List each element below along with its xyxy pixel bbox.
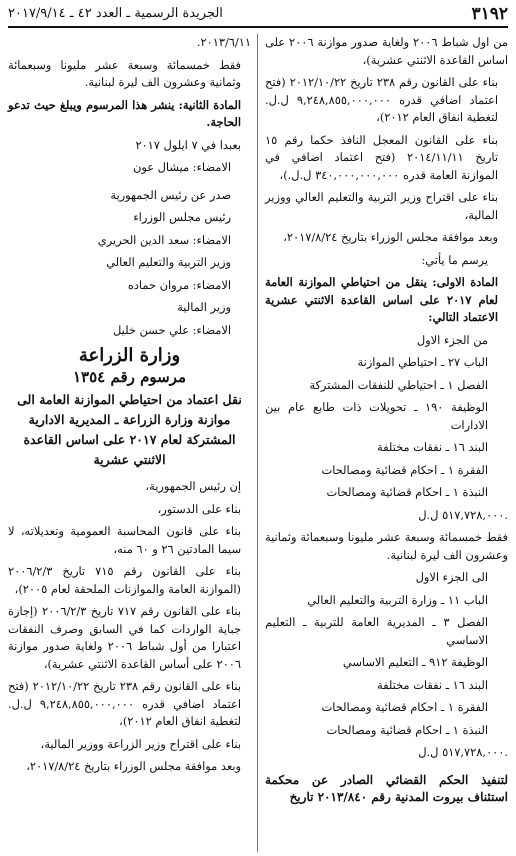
paragraph: ٥١٧,٧٢٨,٠٠٠ ل.ل. (418, 745, 508, 759)
page-header (8, 4, 508, 28)
paragraph: وبعد موافقة مجلس الوزراء بتاريخ ٢٠١٧/٨/٢٤، (283, 230, 498, 244)
paragraph: النبذة ١ ـ احكام قضائية ومصالحات (326, 722, 488, 737)
paragraph: يرسم ما يأتي: (421, 252, 488, 267)
paragraph: الامضاء: ميشال عون (132, 160, 231, 174)
paragraph: الامضاء: علي حسن خليل (113, 322, 231, 337)
paragraph: الوظيفة ٩١٢ ـ التعليم الاساسي (342, 655, 488, 669)
paragraph: بناء على القانون رقم ٧١٥ تاريخ ٢٠٠٦/٢/٣ (الموازنة العامة والموازنات الملحقة لعام ٢٠٠٥)، (8, 564, 242, 596)
paragraph: الفصل ٣ ـ المديرية العامة للتربية ـ التعليم الاساسي (265, 615, 488, 647)
page-number: ٣١٩٢ (471, 4, 508, 24)
ministry-heading: وزارة الزراعة (78, 345, 181, 366)
paragraph: البند ١٦ ـ نفقات مختلفة (377, 677, 488, 692)
paragraph: الباب ٢٧ ـ احتياطي الموازنة (357, 355, 488, 369)
decree-title: نقل اعتماد من احتياطي الموازنة العامة الى موازنة وزارة الزراعة ـ المديرية الادارية المشتركة لعام ٢٠١٧ على اساس القاعدة الاثنتي عشرية (17, 392, 242, 467)
paragraph: الامضاء: مروان حماده (127, 277, 231, 292)
paragraph: المادة الاولى: ينقل من احتياطي الموازنة العامة لعام ٢٠١٧ على اساس القاعدة الاثنتي عشرية الاعتماد التالي: (265, 275, 498, 324)
paragraph: وزير المالية (177, 300, 231, 314)
paragraph: بناء على القانون رقم ٧١٧ تاريخ ٢٠٠٦/٢/٣ (إجازة جباية الواردات كما في السابق وصرف النفقات اعتبارا من أول شباط ٢٠٠٦ ولغاية صدور موازنة ٢٠٠٦ على أساس القاعدة الاثنتي عشرية)، (8, 604, 242, 671)
gazette-title: الجريدة الرسمية ـ العدد ٤٢ ـ ٢٠١٧/٩/١٤ (8, 6, 223, 21)
paragraph: ٢٠١٣/٦/١١. (196, 35, 251, 49)
paragraph: المادة الثانية: ينشر هذا المرسوم ويبلغ حيث تدعو الحاجة. (8, 97, 241, 129)
paragraph: رئيس مجلس الوزراء (133, 210, 231, 224)
paragraph: الى الجزء الاول (415, 570, 488, 584)
paragraph: من الجزء الاول (416, 332, 488, 347)
paragraph: بناء على الدستور، (157, 501, 241, 516)
right-column (265, 34, 508, 812)
paragraph: بناء على اقتراح وزير الزراعة ووزير المالية، (40, 736, 241, 751)
paragraph: النبذة ١ ـ احكام قضائية ومصالحات (326, 485, 488, 499)
paragraph: الفصل ١ ـ احتياطي للنفقات المشتركة (309, 377, 488, 392)
paragraph: من اول شباط ٢٠٠٦ ولغاية صدور موازنة ٢٠٠٦ على اساس القاعدة الاثنتي عشرية)، (265, 35, 508, 67)
paragraph: بناء على القانون رقم ٢٣٨ تاريخ ٢٠١٢/١٠/٢٢ (فتح اعتماد اضافي قدره ٩,٢٤٨,٨٥٥,٠٠٠,٠٠٠ ل.ل. لتغطية انفاق العام ٢٠١٢)، (265, 75, 498, 124)
left-column (8, 34, 251, 781)
paragraph: ٥١٧,٧٢٨,٠٠٠ ل.ل. (418, 507, 508, 522)
paragraph: صدر عن رئيس الجمهورية (110, 187, 231, 202)
paragraph: الباب ١١ ـ وزارة التربية والتعليم العالي (307, 592, 488, 607)
decree-number: مرسوم رقم ١٣٥٤ (73, 367, 186, 386)
paragraph: وزير التربية والتعليم العالي (106, 255, 231, 269)
paragraph: فقط خمسمائة وسبعة عشر مليونا وسبعمائة وثمانية وعشرون الف ليرة لبنانية. (265, 530, 508, 562)
paragraph: إن رئيس الجمهورية، (145, 479, 241, 493)
paragraph: فقط خمسمائة وسبعة عشر مليونا وسبعمائة وثمانية وعشرون الف ليرة لبنانية. (8, 57, 241, 89)
paragraph: لتنفيذ الحكم القضائي الصادر عن محكمة استئناف بيروت المدنية رقم ٢٠١٣/٨٤٠ تاريخ (265, 772, 508, 804)
paragraph: الفقرة ١ ـ احكام قضائية ومصالحات (321, 700, 488, 714)
paragraph: بناء على القانون رقم ٢٣٨ تاريخ ٢٠١٢/١٠/٢٢ (فتح اعتماد اضافي قدره ٩,٢٤٨,٨٥٥,٠٠٠,٠٠٠ ل.ل. لتغطية انفاق العام ٢٠١٢)، (8, 679, 241, 728)
paragraph: وبعد موافقة مجلس الوزراء بتاريخ ٢٠١٧/٨/٢٤، (26, 759, 241, 773)
paragraph: الامضاء: سعد الدين الحريري (97, 232, 231, 247)
paragraph: بناء على القانون المعجل النافذ حكما رقم ١٥ تاريخ ٢٠١٤/١١/١١ (فتح اعتماد اضافي في الموازنة العامة قدره ٣٤٠,٠٠٠,٠٠٠,٠٠٠ ل.ل.)، (265, 132, 498, 182)
paragraph: الفقرة ١ ـ احكام قضائية ومصالحات (321, 462, 488, 477)
paragraph: بعبدا في ٧ ايلول ٢٠١٧ (135, 137, 241, 152)
left-column-top (8, 34, 251, 339)
paragraph: بناء على قانون المحاسبة العمومية وتعديلاته، لا سيما المادتين ٢٦ و ٦٠ منه، (8, 524, 241, 556)
column-divider (257, 34, 258, 852)
paragraph: بناء على اقتراح وزير التربية والتعليم العالي ووزير المالية، (265, 190, 498, 222)
left-column-bottom (8, 478, 251, 776)
paragraph: البند ١٦ ـ نفقات مختلفة (377, 440, 488, 454)
paragraph: الوظيفة ١٩٠ ـ تحويلات ذات طابع عام بين الادارات (265, 400, 488, 432)
